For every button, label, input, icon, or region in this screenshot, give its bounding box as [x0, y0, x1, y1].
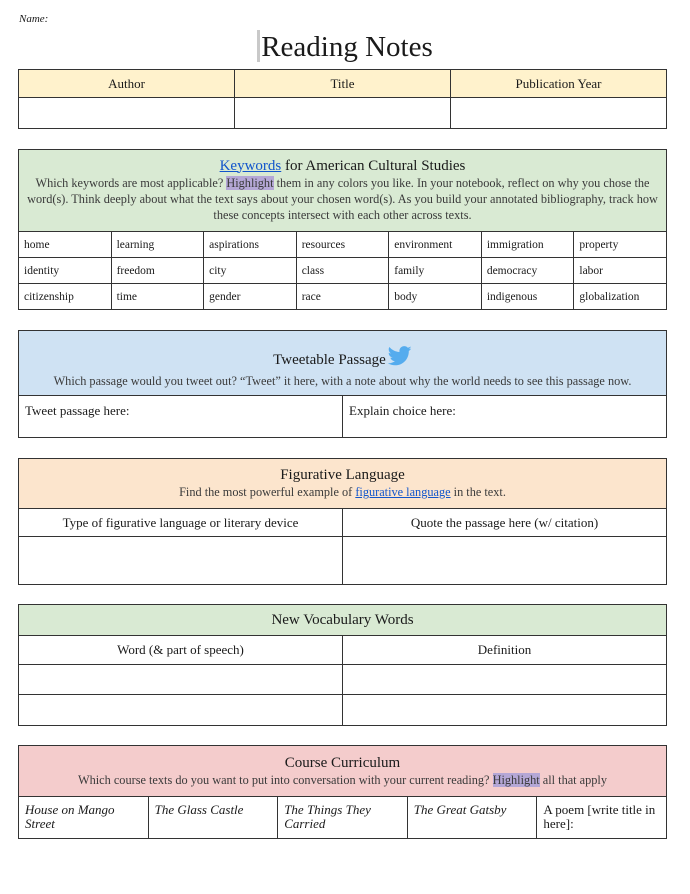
keyword-cell[interactable]: globalization [574, 284, 667, 310]
name-label: Name: [19, 13, 49, 25]
figurative-quote-field[interactable] [343, 537, 667, 585]
text-cursor [257, 30, 260, 62]
keywords-link[interactable]: Keywords [219, 157, 282, 174]
keywords-title-rest: for American Cultural Studies [281, 157, 466, 174]
keyword-cell[interactable]: citizenship [19, 284, 112, 310]
keywords-table [18, 149, 667, 310]
highlight-mark: Highlight [492, 772, 540, 787]
vocab-header [19, 605, 667, 636]
tweetable-title-text: Tweetable Passage [273, 351, 386, 368]
tweetable-header [19, 331, 667, 396]
tweetable-table [18, 330, 667, 438]
figurative-type-header: Type of figurative language or literary device [19, 509, 343, 537]
keyword-cell[interactable]: class [296, 258, 389, 284]
keyword-cell[interactable]: property [574, 232, 667, 258]
course-text-cell[interactable]: The Great Gatsby [407, 797, 537, 839]
curriculum-title: Course Curriculum [284, 754, 401, 771]
vocab-definition-field[interactable] [343, 695, 667, 726]
tweetable-title [25, 346, 660, 371]
course-text-cell[interactable]: The Things They Carried [278, 797, 408, 839]
keyword-cell[interactable]: body [389, 284, 482, 310]
keyword-cell[interactable]: identity [19, 258, 112, 284]
course-text-cell[interactable]: House on Mango Street [19, 797, 149, 839]
figurative-table [18, 458, 667, 585]
twitter-bird-icon [388, 346, 412, 371]
tweetable-instructions: Which passage would you tweet out? “Tweet” it here, with a note about why the world needs to see this passage now. [53, 373, 632, 388]
keyword-cell[interactable]: gender [204, 284, 297, 310]
keywords-instr-before: Which keywords are most applicable? [35, 175, 227, 190]
keyword-cell[interactable]: city [204, 258, 297, 284]
figurative-quote-header: Quote the passage here (w/ citation) [343, 509, 667, 537]
vocabulary-table [18, 604, 667, 726]
vocab-title: New Vocabulary Words [271, 611, 414, 628]
highlight-mark: Highlight [226, 175, 274, 190]
keyword-cell[interactable]: race [296, 284, 389, 310]
publication-year-header: Publication Year [451, 70, 667, 98]
document-title [0, 30, 690, 64]
figurative-instructions [25, 484, 660, 500]
keyword-cell[interactable]: time [111, 284, 204, 310]
title-header: Title [235, 70, 451, 98]
curriculum-instr-after: all that apply [539, 772, 607, 787]
keywords-title [25, 158, 660, 175]
document-title-text: Reading Notes [261, 31, 433, 63]
keyword-cell[interactable]: immigration [481, 232, 574, 258]
author-header: Author [19, 70, 235, 98]
keyword-cell[interactable]: resources [296, 232, 389, 258]
keywords-instr-after: them in any colors you like. In your notebook, reflect on why you chose the word(s). Think deeply about what the text says about your chosen word(s). As you build your annotated bibliography, track how these concepts intersect with each other across texts. [27, 175, 658, 222]
keyword-cell[interactable]: indigenous [481, 284, 574, 310]
tweet-passage-label: Tweet passage here: [25, 403, 130, 418]
title-field[interactable] [235, 98, 451, 129]
publication-year-field[interactable] [451, 98, 667, 129]
course-text-cell[interactable]: The Glass Castle [148, 797, 278, 839]
keyword-cell[interactable]: freedom [111, 258, 204, 284]
vocab-word-field[interactable] [19, 665, 343, 695]
figurative-header [19, 459, 667, 509]
figurative-title: Figurative Language [280, 467, 405, 483]
keyword-cell[interactable]: democracy [481, 258, 574, 284]
explain-choice-label: Explain choice here: [349, 403, 456, 418]
curriculum-header [19, 746, 667, 797]
figurative-language-link[interactable]: figurative language [355, 485, 451, 499]
keyword-cell[interactable]: family [389, 258, 482, 284]
vocab-definition-header: Definition [343, 636, 667, 665]
figurative-instr-after: in the text. [450, 485, 506, 499]
keyword-cell[interactable]: labor [574, 258, 667, 284]
poem-cell[interactable]: A poem [write title in here]: [537, 797, 667, 839]
vocab-definition-field[interactable] [343, 665, 667, 695]
curriculum-table [18, 745, 667, 839]
curriculum-instructions [25, 772, 660, 788]
keywords-header [19, 150, 667, 232]
figurative-type-field[interactable] [19, 537, 343, 585]
keyword-cell[interactable]: environment [389, 232, 482, 258]
bibliography-table [18, 69, 667, 129]
keyword-cell[interactable]: learning [111, 232, 204, 258]
tweet-passage-field[interactable] [19, 396, 343, 438]
keywords-instructions [25, 175, 660, 223]
vocab-word-header: Word (& part of speech) [19, 636, 343, 665]
keyword-cell[interactable]: home [19, 232, 112, 258]
vocab-word-field[interactable] [19, 695, 343, 726]
curriculum-instr-before: Which course texts do you want to put into conversation with your current reading? [78, 772, 493, 787]
figurative-instr-before: Find the most powerful example of [179, 485, 356, 499]
explain-choice-field[interactable] [343, 396, 667, 438]
keyword-cell[interactable]: aspirations [204, 232, 297, 258]
author-field[interactable] [19, 98, 235, 129]
